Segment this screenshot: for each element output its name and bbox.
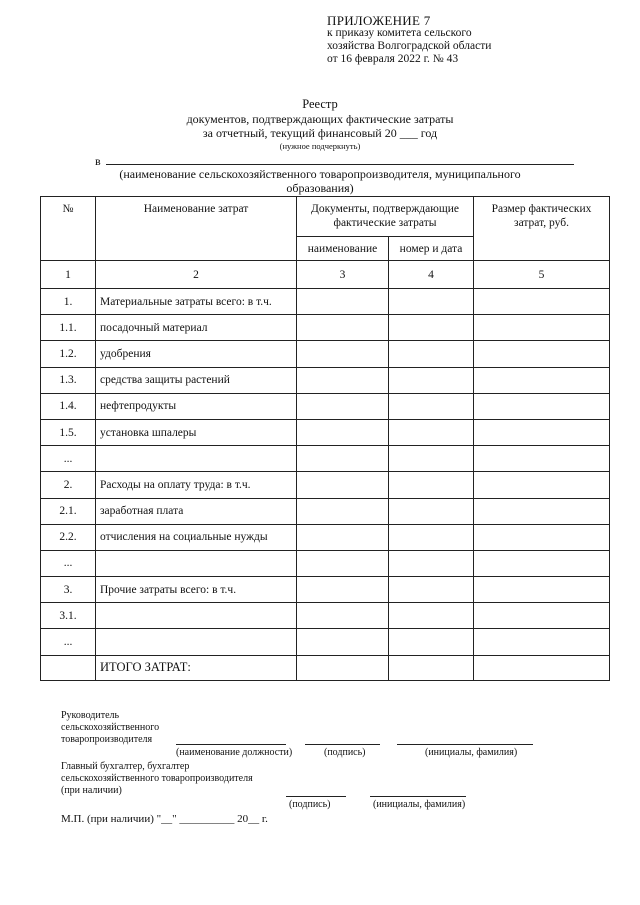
row-doc-name-cell[interactable]	[297, 289, 389, 315]
initials-caption: (инициалы, фамилия)	[425, 747, 518, 758]
table-row	[41, 446, 610, 472]
row-doc-name-cell[interactable]	[297, 446, 389, 472]
row-doc-name-cell[interactable]	[297, 550, 389, 576]
row-number: ...	[41, 629, 96, 655]
row-doc-name-cell[interactable]	[297, 393, 389, 419]
table-row	[41, 341, 610, 367]
initials-caption-2: (инициалы, фамилия)	[373, 799, 466, 810]
recipient-field[interactable]	[106, 164, 574, 165]
accountant-label-line-1: Главный бухгалтер, бухгалтер	[61, 761, 190, 772]
row-doc-name-cell[interactable]	[297, 629, 389, 655]
row-amount-cell[interactable]	[474, 419, 610, 445]
header-amount: Размер фактических затрат, руб.	[474, 197, 610, 261]
table-row	[41, 315, 610, 341]
total-row	[41, 655, 610, 680]
accountant-label-line-2: сельскохозяйственного товаропроизводителя	[61, 773, 253, 784]
accountant-initials-field[interactable]	[370, 796, 466, 797]
header-documents: Документы, подтверждающие фактические затраты	[297, 197, 474, 237]
column-number: 4	[389, 261, 474, 289]
row-cost-name: Прочие затраты всего: в т.ч.	[96, 577, 297, 603]
table-row	[41, 524, 610, 550]
table-row	[41, 550, 610, 576]
row-doc-number-cell[interactable]	[389, 524, 474, 550]
total-amount-cell[interactable]	[474, 655, 610, 680]
head-signature-block	[61, 710, 159, 746]
head-signature-field[interactable]	[305, 744, 380, 745]
row-number: 1.	[41, 289, 96, 315]
row-number: 2.2.	[41, 524, 96, 550]
position-caption: (наименование должности)	[176, 747, 293, 758]
row-number: 1.3.	[41, 367, 96, 393]
row-number: 1.1.	[41, 315, 96, 341]
recipient-prefix: в	[95, 154, 101, 168]
total-label: ИТОГО ЗАТРАТ:	[96, 655, 297, 680]
row-doc-number-cell[interactable]	[389, 577, 474, 603]
recipient-caption	[0, 167, 640, 195]
row-number: 3.1.	[41, 603, 96, 629]
row-amount-cell[interactable]	[474, 367, 610, 393]
row-cost-name: удобрения	[96, 341, 297, 367]
row-cost-name: заработная плата	[96, 498, 297, 524]
underline-note: (нужное подчеркнуть)	[279, 141, 361, 151]
column-number-row	[41, 261, 610, 289]
row-amount-cell[interactable]	[474, 629, 610, 655]
row-number: ...	[41, 550, 96, 576]
row-doc-name-cell[interactable]	[297, 524, 389, 550]
row-cost-name	[96, 629, 297, 655]
table-row	[41, 393, 610, 419]
row-doc-name-cell[interactable]	[297, 577, 389, 603]
table-row	[41, 603, 610, 629]
table-row	[41, 629, 610, 655]
header-doc-name: наименование	[297, 237, 389, 261]
head-label-line-3: товаропроизводителя	[61, 734, 153, 745]
row-doc-number-cell[interactable]	[389, 446, 474, 472]
head-label-line-2: сельскохозяйственного	[61, 722, 160, 733]
row-doc-number-cell[interactable]	[389, 367, 474, 393]
row-amount-cell[interactable]	[474, 472, 610, 498]
row-amount-cell[interactable]	[474, 341, 610, 367]
row-number: 2.	[41, 472, 96, 498]
reporting-year-line: за отчетный, текущий финансовый 20 ___ год	[202, 126, 438, 140]
total-no-cell	[41, 655, 96, 680]
document-subtitle: документов, подтверждающих фактические затраты	[186, 112, 454, 126]
row-amount-cell[interactable]	[474, 498, 610, 524]
appendix-line-2: хозяйства Волгоградской области	[327, 40, 492, 52]
row-amount-cell[interactable]	[474, 393, 610, 419]
column-number: 3	[297, 261, 389, 289]
row-number: 1.5.	[41, 419, 96, 445]
row-doc-name-cell[interactable]	[297, 341, 389, 367]
row-amount-cell[interactable]	[474, 289, 610, 315]
row-amount-cell[interactable]	[474, 550, 610, 576]
row-doc-name-cell[interactable]	[297, 472, 389, 498]
row-doc-number-cell[interactable]	[389, 393, 474, 419]
column-number: 5	[474, 261, 610, 289]
head-initials-field[interactable]	[397, 744, 533, 745]
recipient-caption-line-1: (наименование сельскохозяйственного товаропроизводителя, муниципального	[119, 167, 521, 181]
accountant-signature-field[interactable]	[286, 796, 346, 797]
column-number: 2	[96, 261, 297, 289]
row-cost-name: средства защиты растений	[96, 367, 297, 393]
header-cost-name: Наименование затрат	[96, 197, 297, 261]
row-doc-number-cell[interactable]	[389, 289, 474, 315]
row-amount-cell[interactable]	[474, 577, 610, 603]
signature-caption-2: (подпись)	[289, 799, 331, 810]
row-number: 1.2.	[41, 341, 96, 367]
row-number: 2.1.	[41, 498, 96, 524]
table-row	[41, 498, 610, 524]
document-title: Реестр	[302, 97, 338, 111]
position-field[interactable]	[176, 744, 286, 745]
row-cost-name: посадочный материал	[96, 315, 297, 341]
row-doc-name-cell[interactable]	[297, 367, 389, 393]
row-amount-cell[interactable]	[474, 603, 610, 629]
row-cost-name	[96, 446, 297, 472]
table-row	[41, 289, 610, 315]
row-doc-name-cell[interactable]	[297, 603, 389, 629]
row-doc-number-cell[interactable]	[389, 550, 474, 576]
row-cost-name	[96, 550, 297, 576]
row-doc-number-cell[interactable]	[389, 419, 474, 445]
row-doc-number-cell[interactable]	[389, 341, 474, 367]
appendix-line-3: от 16 февраля 2022 г. № 43	[327, 53, 459, 65]
row-doc-number-cell[interactable]	[389, 603, 474, 629]
row-doc-number-cell[interactable]	[389, 498, 474, 524]
row-doc-name-cell[interactable]	[297, 419, 389, 445]
column-number: 1	[41, 261, 96, 289]
row-doc-number-cell[interactable]	[389, 629, 474, 655]
cost-register-table	[40, 196, 610, 681]
row-cost-name	[96, 603, 297, 629]
row-cost-name: нефтепродукты	[96, 393, 297, 419]
accountant-signature-block	[61, 761, 253, 797]
table-row	[41, 577, 610, 603]
header-no: №	[41, 197, 96, 261]
head-label-line-1: Руководитель	[61, 710, 120, 721]
signature-caption: (подпись)	[324, 747, 366, 758]
recipient-caption-line-2: образования)	[286, 181, 354, 195]
appendix-block	[327, 14, 491, 66]
row-cost-name: Материальные затраты всего: в т.ч.	[96, 289, 297, 315]
row-number: ...	[41, 446, 96, 472]
appendix-heading: ПРИЛОЖЕНИЕ 7	[327, 13, 431, 28]
total-doc-name-cell[interactable]	[297, 655, 389, 680]
row-doc-name-cell[interactable]	[297, 315, 389, 341]
row-amount-cell[interactable]	[474, 524, 610, 550]
table-row	[41, 472, 610, 498]
row-number: 3.	[41, 577, 96, 603]
row-amount-cell[interactable]	[474, 446, 610, 472]
table-row	[41, 367, 610, 393]
header-doc-number-date: номер и дата	[389, 237, 474, 261]
row-cost-name: отчисления на социальные нужды	[96, 524, 297, 550]
table-row	[41, 419, 610, 445]
row-number: 1.4.	[41, 393, 96, 419]
row-doc-number-cell[interactable]	[389, 315, 474, 341]
accountant-label-line-3: (при наличии)	[61, 785, 122, 796]
row-cost-name: Расходы на оплату труда: в т.ч.	[96, 472, 297, 498]
stamp-date-line: М.П. (при наличии) "__" __________ 20__ г.	[61, 813, 268, 825]
row-doc-number-cell[interactable]	[389, 472, 474, 498]
row-amount-cell[interactable]	[474, 315, 610, 341]
row-doc-name-cell[interactable]	[297, 498, 389, 524]
row-cost-name: установка шпалеры	[96, 419, 297, 445]
total-doc-number-cell[interactable]	[389, 655, 474, 680]
appendix-line-1: к приказу комитета сельского	[327, 27, 472, 39]
